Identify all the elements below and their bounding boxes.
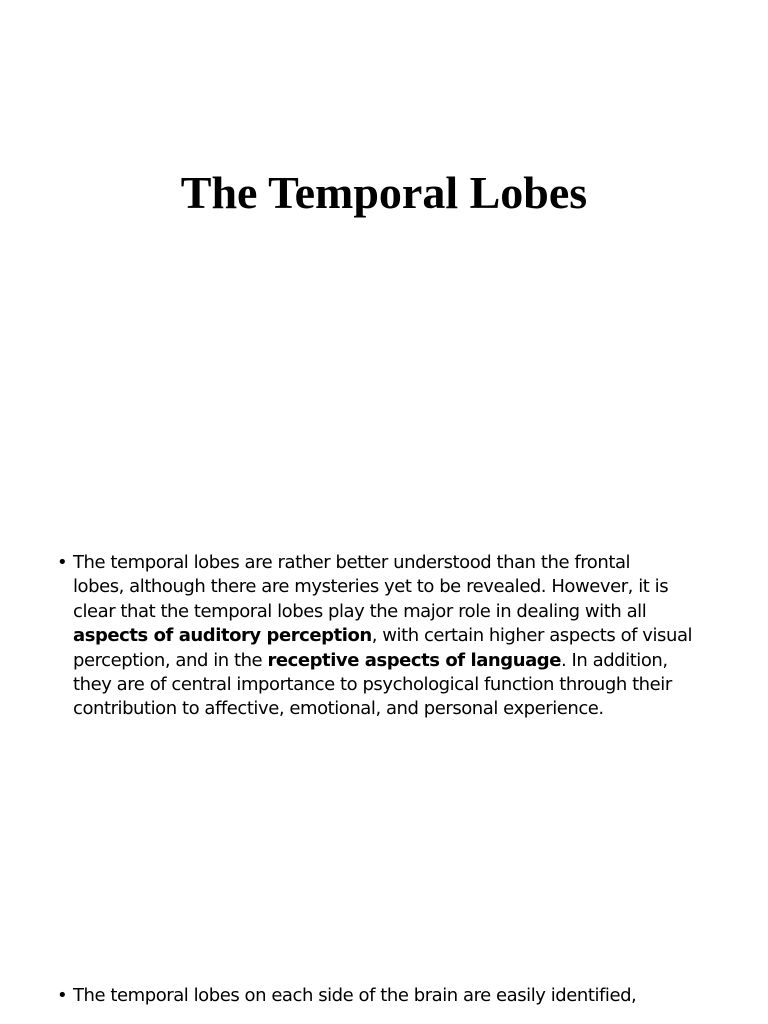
bullet-dot-icon: • — [57, 552, 68, 573]
paragraph-text: , with certain higher aspects of visual — [371, 625, 693, 647]
paragraph-text: . In addition, — [560, 649, 668, 671]
bold-phrase-receptive-language: receptive aspects of language — [267, 649, 561, 671]
paragraph-line: lobes, although there are mysteries yet to be revealed. However, it is — [73, 576, 669, 598]
paragraph-line: The temporal lobes on each side of the brain are easily identified, — [73, 985, 637, 1006]
paragraph-line — [73, 624, 717, 648]
bold-phrase-auditory-perception: aspects of auditory perception — [73, 625, 372, 647]
paragraph-line: they are of central importance to psychological function through their — [73, 674, 672, 696]
bullet-paragraph-auditory — [57, 551, 717, 722]
paragraph-line: The temporal lobes are rather better understood than the frontal — [73, 552, 631, 573]
paragraph-line: contribution to affective, emotional, and personal experience. — [73, 698, 604, 720]
bullet-dot-icon: • — [57, 985, 68, 1006]
paragraph-text: perception, and in the — [73, 649, 268, 671]
paragraph-line: clear that the temporal lobes play the major role in dealing with all — [73, 600, 647, 622]
bullet-item — [57, 551, 717, 722]
slide-title: The Temporal Lobes — [180, 167, 588, 218]
bullet-paragraph-identification — [57, 984, 717, 1008]
paragraph-line — [73, 649, 717, 673]
bullet-item — [57, 984, 717, 1008]
